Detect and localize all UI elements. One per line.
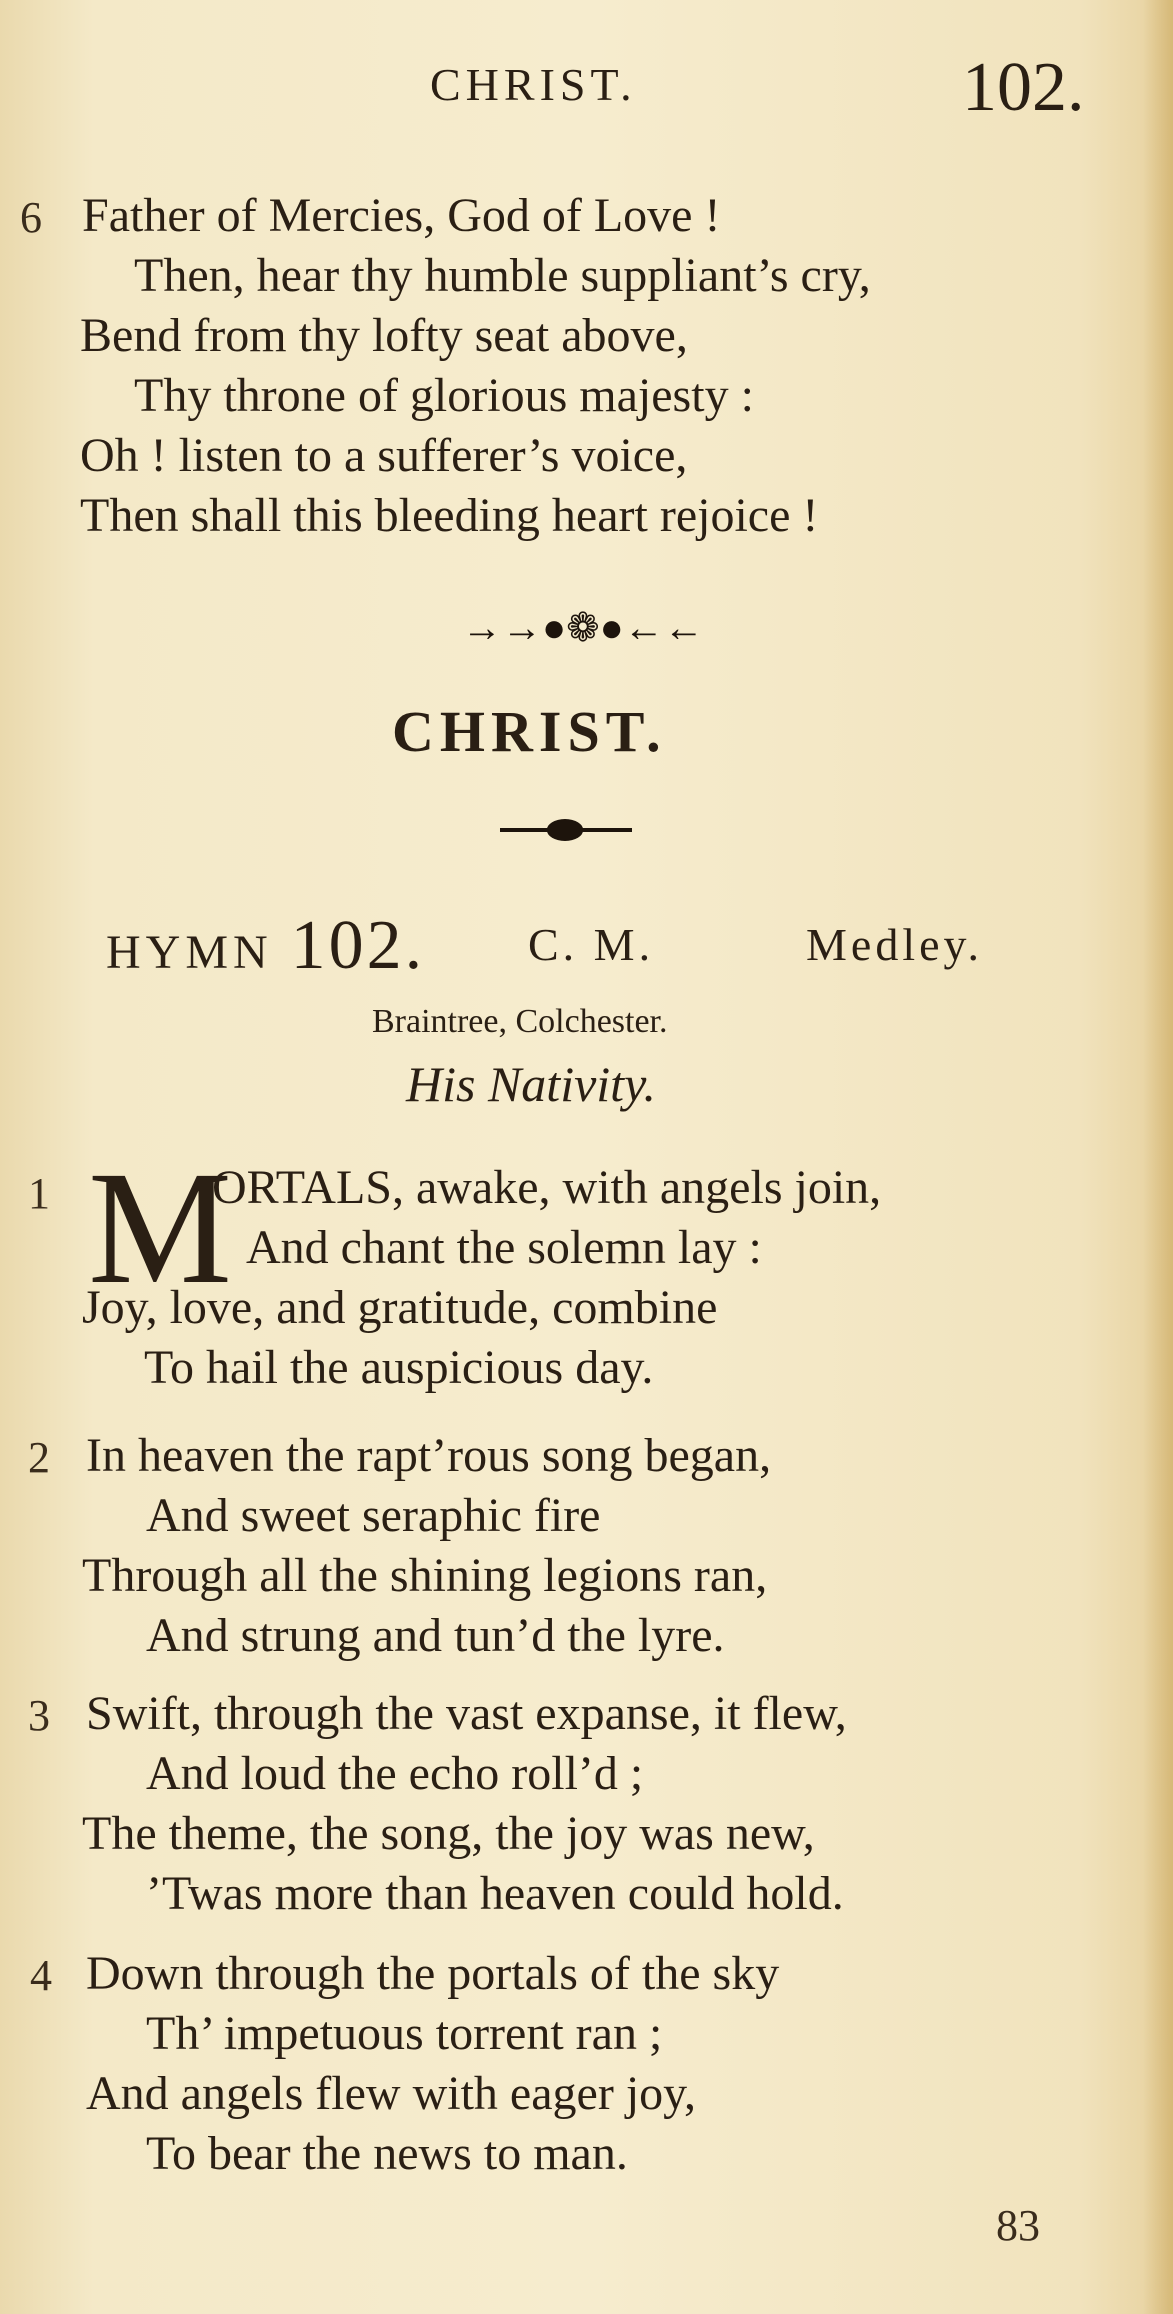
verse-line: Then shall this bleeding heart rejoice !	[80, 489, 819, 542]
verse-line: Joy, love, and gratitude, combine	[82, 1281, 718, 1334]
verse-line: ’Twas more than heaven could hold.	[146, 1867, 844, 1920]
verse-line: ORTALS, awake, with angels join,	[212, 1161, 882, 1214]
verse-line: Then, hear thy humble suppliant’s cry,	[134, 249, 871, 302]
ornament-divider: →→●❁●←←	[462, 605, 704, 650]
verse-line: To hail the auspicious day.	[144, 1341, 654, 1394]
hymn-heading	[106, 906, 425, 986]
verse-line: And chant the solemn lay :	[246, 1221, 762, 1274]
verse-line: And strung and tun’d the lyre.	[146, 1609, 725, 1662]
verse-line: Father of Mercies, God of Love !	[82, 189, 721, 242]
stanza-number: 1	[28, 1169, 50, 1218]
verse-line: To bear the news to man.	[146, 2127, 628, 2180]
stanza-number: 6	[20, 193, 42, 242]
hymn-label: HYMN	[106, 926, 273, 979]
stanza-number: 3	[28, 1691, 50, 1740]
alternate-tunes: Braintree, Colchester.	[372, 1003, 668, 1040]
verse-line: And loud the echo roll’d ;	[146, 1747, 644, 1800]
hymn-subject: His Nativity.	[406, 1056, 656, 1112]
hymn-number: 102.	[290, 907, 426, 984]
verse-line: Through all the shining legions ran,	[82, 1549, 768, 1602]
verse-line: Oh ! listen to a sufferer’s voice,	[80, 429, 688, 482]
stanza-number: 2	[28, 1433, 50, 1482]
page-number: 102.	[962, 49, 1085, 126]
hymn-tune: Medley.	[806, 919, 984, 970]
verse-line: In heaven the rapt’rous song began,	[86, 1429, 772, 1482]
ornament-rule-diamond	[547, 819, 583, 841]
verse-line: And sweet seraphic fire	[146, 1489, 601, 1542]
stanza-number: 4	[30, 1951, 52, 2000]
verse-line: And angels flew with eager joy,	[86, 2067, 697, 2120]
signature-mark: 83	[996, 2201, 1040, 2250]
verse-line: The theme, the song, the joy was new,	[82, 1807, 815, 1860]
section-title: CHRIST.	[392, 699, 667, 764]
verse-line: Bend from thy lofty seat above,	[80, 309, 688, 362]
page-edge	[1143, 0, 1173, 2314]
verse-line: Thy throne of glorious majesty :	[134, 369, 754, 422]
verse-line: Down through the portals of the sky	[86, 1947, 780, 2000]
drop-cap: M	[88, 1139, 233, 1318]
verse-line: Swift, through the vast expanse, it flew,	[86, 1687, 847, 1740]
hymn-meter: C. M.	[528, 919, 655, 970]
running-head: CHRIST.	[430, 59, 637, 110]
verse-line: Th’ impetuous torrent ran ;	[146, 2007, 663, 2060]
